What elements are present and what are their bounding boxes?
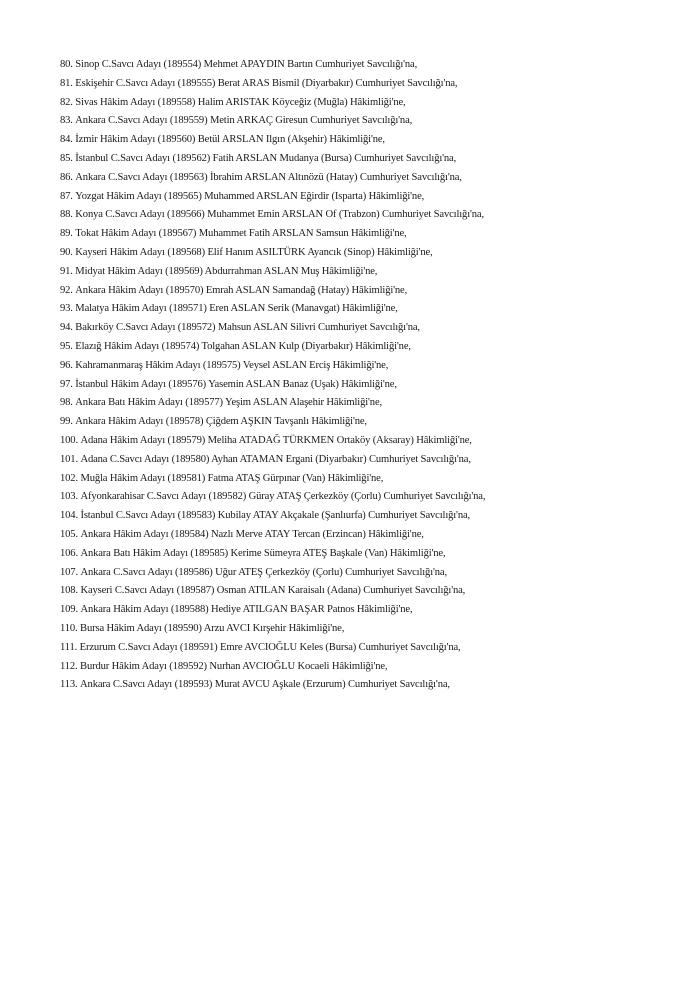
entry-number: 105. <box>60 528 78 540</box>
entry-text: Muğla Hâkim Adayı (189581) Fatma ATAŞ Gürpınar (Van) Hâkimliği'ne, <box>80 472 384 484</box>
list-item <box>60 658 680 677</box>
entry-text: Kahramanmaraş Hâkim Adayı (189575) Veysel ASLAN Erciş Hâkimliği'ne, <box>75 359 389 371</box>
entry-number: 82. <box>60 96 73 108</box>
list-item <box>60 526 680 545</box>
entry-text: Burdur Hâkim Adayı (189592) Nurhan AVCIOĞLU Kocaeli Hâkimliği'ne, <box>80 660 388 672</box>
entry-number: 99. <box>60 416 73 428</box>
entry-number: 111. <box>60 641 78 653</box>
entry-number: 84. <box>60 134 73 146</box>
entry-number: 86. <box>60 171 73 183</box>
entry-text: Ankara Hâkim Adayı (189588) Hediye ATILGAN BAŞAR Patnos Hâkimliği'ne, <box>80 604 413 616</box>
entry-number: 100. <box>60 434 78 446</box>
list-item <box>60 131 680 150</box>
entry-text: Midyat Hâkim Adayı (189569) Abdurrahman ASLAN Muş Hâkimliği'ne, <box>75 265 378 277</box>
list-item <box>60 225 680 244</box>
entry-number: 95. <box>60 340 73 352</box>
list-item <box>60 582 680 601</box>
entry-text: Afyonkarahisar C.Savcı Adayı (189582) Güray ATAŞ Çerkezköy (Çorlu) Cumhuriyet Savcılığı'na, <box>80 491 486 503</box>
list-item <box>60 376 680 395</box>
entry-text: Adana C.Savcı Adayı (189580) Ayhan ATAMAN Ergani (Diyarbakır) Cumhuriyet Savcılığı'na, <box>80 453 471 465</box>
list-item <box>60 263 680 282</box>
entry-number: 89. <box>60 228 73 240</box>
entry-number: 90. <box>60 246 73 258</box>
entry-number: 93. <box>60 303 73 315</box>
entry-text: Ankara Batı Hâkim Adayı (189585) Kerime Sümeyra ATEŞ Başkale (Van) Hâkimliği'ne, <box>80 547 446 559</box>
entry-text: Ankara Hâkim Adayı (189570) Emrah ASLAN Samandağ (Hatay) Hâkimliği'ne, <box>75 284 408 296</box>
entry-number: 104. <box>60 510 78 522</box>
appointment-list <box>60 56 680 695</box>
entry-text: Bakırköy C.Savcı Adayı (189572) Mahsun ASLAN Silivri Cumhuriyet Savcılığı'na, <box>75 322 420 334</box>
entry-text: Adana Hâkim Adayı (189579) Meliha ATADAĞ TÜRKMEN Ortaköy (Aksaray) Hâkimliği'ne, <box>80 434 472 446</box>
entry-text: Sivas Hâkim Adayı (189558) Halim ARISTAK Köyceğiz (Muğla) Hâkimliği'ne, <box>75 96 406 108</box>
list-item <box>60 394 680 413</box>
entry-text: Ankara Hâkim Adayı (189578) Çiğdem AŞKIN Tavşanlı Hâkimliği'ne, <box>75 416 367 428</box>
entry-number: 109. <box>60 604 78 616</box>
entry-number: 98. <box>60 397 73 409</box>
entry-text: Sinop C.Savcı Adayı (189554) Mehmet APAYDIN Bartın Cumhuriyet Savcılığı'na, <box>75 59 418 70</box>
entry-number: 113. <box>60 679 78 691</box>
list-item <box>60 413 680 432</box>
list-item <box>60 338 680 357</box>
entry-text: Malatya Hâkim Adayı (189571) Eren ASLAN Serik (Manavgat) Hâkimliği'ne, <box>75 303 398 315</box>
entry-text: Elazığ Hâkim Adayı (189574) Tolgahan ASLAN Kulp (Diyarbakır) Hâkimliği'ne, <box>75 340 411 352</box>
entry-text: Erzurum C.Savcı Adayı (189591) Emre AVCIOĞLU Keles (Bursa) Cumhuriyet Savcılığı'na, <box>79 641 461 653</box>
list-item <box>60 188 680 207</box>
list-item <box>60 676 680 695</box>
entry-number: 83. <box>60 115 73 127</box>
entry-text: İzmir Hâkim Adayı (189560) Betül ARSLAN Ilgın (Akşehir) Hâkimliği'ne, <box>75 134 385 146</box>
entry-number: 91. <box>60 265 73 277</box>
list-item <box>60 206 680 225</box>
list-item <box>60 75 680 94</box>
entry-text: Konya C.Savcı Adayı (189566) Muhammet Emin ARSLAN Of (Trabzon) Cumhuriyet Savcılığı'na, <box>75 209 484 221</box>
entry-number: 108. <box>60 585 78 597</box>
entry-number: 80. <box>60 59 73 70</box>
entry-number: 103. <box>60 491 78 503</box>
list-item <box>60 470 680 489</box>
entry-text: Ankara Hâkim Adayı (189584) Nazlı Merve ATAY Tercan (Erzincan) Hâkimliği'ne, <box>80 528 424 540</box>
entry-text: İstanbul C.Savcı Adayı (189583) Kubilay ATAY Akçakale (Şanlıurfa) Cumhuriyet Savcılığı'na, <box>80 510 471 522</box>
list-item <box>60 150 680 169</box>
entry-text: Ankara C.Savcı Adayı (189563) İbrahim ARSLAN Altınözü (Hatay) Cumhuriyet Savcılığı'na, <box>75 171 462 183</box>
entry-text: Eskişehir C.Savcı Adayı (189555) Berat ARAS Bismil (Diyarbakır) Cumhuriyet Savcılığı'na, <box>75 77 458 89</box>
list-item <box>60 282 680 301</box>
list-item <box>60 564 680 583</box>
entry-text: Ankara C.Savcı Adayı (189593) Murat AVCU Aşkale (Erzurum) Cumhuriyet Savcılığı'na, <box>80 679 450 691</box>
entry-number: 85. <box>60 152 73 164</box>
list-item <box>60 244 680 263</box>
list-item <box>60 300 680 319</box>
list-item <box>60 451 680 470</box>
list-item <box>60 507 680 526</box>
entry-text: Kayseri Hâkim Adayı (189568) Elif Hanım ASILTÜRK Ayancık (Sinop) Hâkimliği'ne, <box>75 246 433 258</box>
entry-number: 88. <box>60 209 73 221</box>
entry-text: Kayseri C.Savcı Adayı (189587) Osman ATILAN Karaisalı (Adana) Cumhuriyet Savcılığı'na, <box>80 585 466 597</box>
entry-number: 87. <box>60 190 73 202</box>
entry-text: Ankara C.Savcı Adayı (189559) Metin ARKAÇ Giresun Cumhuriyet Savcılığı'na, <box>75 115 413 127</box>
entry-number: 101. <box>60 453 78 465</box>
list-item <box>60 112 680 131</box>
entry-number: 102. <box>60 472 78 484</box>
entry-number: 107. <box>60 566 78 578</box>
list-item <box>60 94 680 113</box>
list-item <box>60 319 680 338</box>
entry-text: Ankara Batı Hâkim Adayı (189577) Yeşim ASLAN Alaşehir Hâkimliği'ne, <box>75 397 382 409</box>
entry-text: Tokat Hâkim Adayı (189567) Muhammet Fatih ARSLAN Samsun Hâkimliği'ne, <box>75 228 407 240</box>
entry-number: 94. <box>60 322 73 334</box>
entry-text: İstanbul Hâkim Adayı (189576) Yasemin ASLAN Banaz (Uşak) Hâkimliği'ne, <box>75 378 397 390</box>
entry-text: Yozgat Hâkim Adayı (189565) Muhammed ARSLAN Eğirdir (Isparta) Hâkimliği'ne, <box>75 190 425 202</box>
entry-number: 112. <box>60 660 78 672</box>
entry-number: 81. <box>60 77 73 89</box>
list-item <box>60 601 680 620</box>
entry-text: Ankara C.Savcı Adayı (189586) Uğur ATEŞ Çerkezköy (Çorlu) Cumhuriyet Savcılığı'na, <box>80 566 447 578</box>
list-item <box>60 620 680 639</box>
list-item <box>60 169 680 188</box>
list-item <box>60 545 680 564</box>
entry-number: 106. <box>60 547 78 559</box>
entry-text: Bursa Hâkim Adayı (189590) Arzu AVCI Kırşehir Hâkimliği'ne, <box>80 622 345 634</box>
entry-number: 92. <box>60 284 73 296</box>
list-item <box>60 639 680 658</box>
entry-number: 110. <box>60 622 78 634</box>
list-item <box>60 357 680 376</box>
list-item <box>60 56 680 75</box>
entry-number: 96. <box>60 359 73 371</box>
entry-number: 97. <box>60 378 73 390</box>
list-item <box>60 432 680 451</box>
entry-text: İstanbul C.Savcı Adayı (189562) Fatih ARSLAN Mudanya (Bursa) Cumhuriyet Savcılığı'na, <box>75 152 457 164</box>
list-item <box>60 488 680 507</box>
